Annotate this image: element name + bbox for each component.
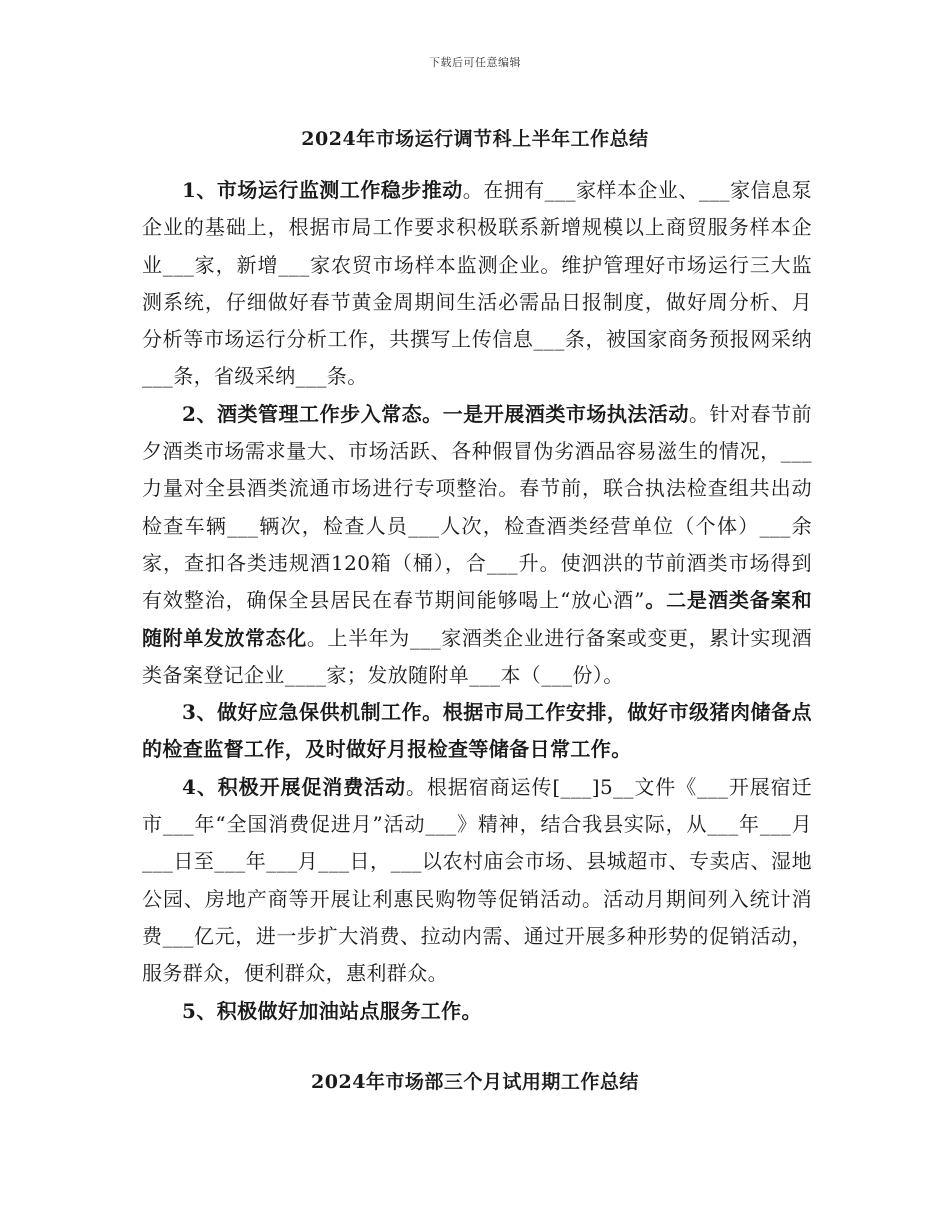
document-body: [142, 172, 812, 1030]
section-1: [142, 172, 812, 396]
section-2-subheading: 。二是酒类备案和随附单发放常态化: [142, 588, 813, 650]
section-1-heading: 1、市场运行监测工作稳步推动: [182, 178, 463, 202]
section-2-body2: 。上半年为___家酒类企业进行备案或变更，累计实现酒类备案登记企业____家；发放随附单___本（___份）。: [142, 625, 813, 687]
section-4-body: 。根据宿商运传[___]5__文件《___开展宿迁市___年“全国消费促进月”活动___》精神，结合我县实际，从___年___月___日至___年___月___日，___以农村庙会市场、县城超市、专卖店、湿地公园、房地产商等开展让利惠民购物等促销活动。活动月期间列入统计消费___亿元，进一步扩大消费、拉动内需、通过开展多种形势的促销活动，服务群众，便利群众，惠利群众。: [142, 774, 812, 986]
section-4: [142, 769, 812, 993]
section-2: [142, 396, 812, 694]
section-4-heading: 4、积极开展促消费活动: [182, 774, 406, 799]
document-title: 2024年市场运行调节科上半年工作总结: [301, 128, 649, 150]
section-2-heading: 2、酒类管理工作步入常态。一是开展酒类市场执法活动: [182, 401, 689, 426]
header-note: 下载后可任意编辑: [429, 56, 521, 69]
section-3: [142, 694, 812, 769]
section-2-body: 。针对春节前夕酒类市场需求量大、市场活跃、各种假冒伪劣酒品容易滋生的情况，___力量对全县酒类流通市场进行专项整治。春节前，联合执法检查组共出动检查车辆___辆次，检查人员___人次，检查酒类经营单位（个体）___余家，查扣各类违规酒120箱（桶），合___升。使泗洪的节前酒类市场得到有效整治，确保全县居民在春节期间能够喝上“放心酒”: [142, 401, 812, 613]
section-5: [142, 993, 812, 1030]
section-3-heading: 3、做好应急保供机制工作。根据市局工作安排，做好市级猪肉储备点的检查监督工作，及时做好月报检查等储备日常工作。: [142, 700, 812, 762]
section-1-body: 。在拥有___家样本企业、___家信息泵企业的基础上，根据市局工作要求积极联系新增规模以上商贸服务样本企业___家，新增___家农贸市场样本监测企业。维护管理好市场运行三大监测系统，仔细做好春节黄金周期间生活必需品日报制度，做好周分析、月分析等市场运行分析工作，共撰写上传信息___条，被国家商务预报网采纳___条，省级采纳___条。: [142, 178, 812, 389]
next-document-title: 2024年市场部三个月试用期工作总结: [311, 1071, 639, 1093]
section-5-heading: 5、积极做好加油站点服务工作。: [182, 998, 482, 1023]
